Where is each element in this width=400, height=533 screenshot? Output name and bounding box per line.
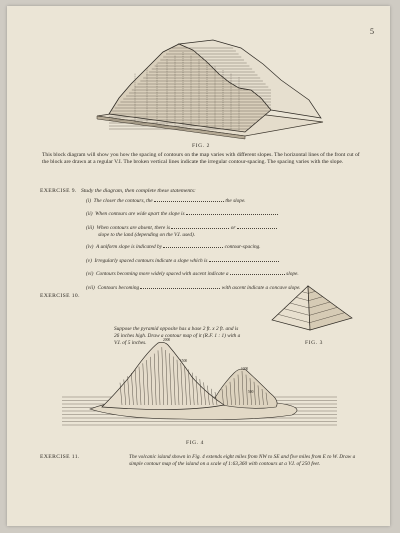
page-number: 5 — [370, 27, 374, 36]
fig2-label: FIG. 2 — [192, 143, 210, 149]
exercise9-instruction: Study the diagram, then complete these statements: — [80, 188, 196, 194]
exercise11-heading — [40, 454, 80, 460]
height-label-1500: 1500 — [180, 359, 188, 363]
exercise9-item: (iii) When contours are absent, there is or slope to the land (depending on the V.I. used). — [86, 224, 366, 238]
fig4-label: FIG. 4 — [186, 440, 204, 446]
exercise11-text: The volcanic island shown in Fig. 4 extends eight miles from NW to SE and five miles from E to W. Draw a simple contour map of the island on a scale of 1:63,360 with contours at a V.I. of 250 feet. — [129, 454, 356, 467]
exercise9-item: (ii) When contours are wide apart the slope is — [86, 210, 366, 218]
height-label-2000: 2000 — [163, 338, 171, 342]
exercise9-item: (vi) Contours becoming more widely spaced with ascent indicate a slope. — [86, 271, 299, 278]
exercise9-item: (v) Irregularly spaced contours indicate a slope which is — [86, 257, 366, 265]
answer-blank[interactable] — [209, 257, 279, 262]
height-label-500: 500 — [248, 390, 254, 394]
answer-blank[interactable] — [237, 224, 277, 229]
height-label-1000: 1000 — [241, 367, 249, 371]
fig2-caption: This block diagram will show you how the spacing of contours on the map varies with different slopes. The horizontal lines of the front cut of the block are drawn at a regular V.I. The broken vertical lines indicate the irregular contour-spacing. The spacing varies with the slope. — [42, 152, 360, 165]
answer-blank[interactable] — [186, 210, 278, 215]
exercise10-text: Suppose the pyramid opposite has a base 2 ft. x 2 ft. and is 26 inches high. Draw a contour map of it (R.F. 1 : 1) with a V.I. of 5 inches. — [114, 326, 241, 346]
answer-blank[interactable] — [154, 197, 224, 202]
exercise10-heading — [40, 293, 80, 299]
fig3-pyramid — [270, 284, 354, 334]
exercise9-items — [86, 197, 366, 297]
fig3-label: FIG. 3 — [305, 340, 323, 346]
answer-blank[interactable] — [171, 224, 229, 229]
answer-blank[interactable] — [230, 270, 285, 275]
exercise9-item: (i) The closer the contours, the the slope. — [86, 198, 246, 204]
exercise9-item: (iv) A uniform slope is indicated by contour-spacing. — [86, 244, 261, 251]
answer-blank[interactable] — [140, 284, 220, 289]
exercise11-number: EXERCISE 11. — [40, 454, 80, 460]
exercise9-number: EXERCISE 9. — [40, 188, 77, 194]
fig4-volcanic-island — [62, 337, 337, 432]
fig2-block-diagram — [95, 38, 325, 138]
answer-blank[interactable] — [163, 243, 223, 248]
exercise9-item: (vii) Contours becoming with ascent indicate a concave slope. — [86, 284, 301, 291]
exercise9-heading — [40, 188, 196, 194]
exercise10-number: EXERCISE 10. — [40, 293, 80, 299]
